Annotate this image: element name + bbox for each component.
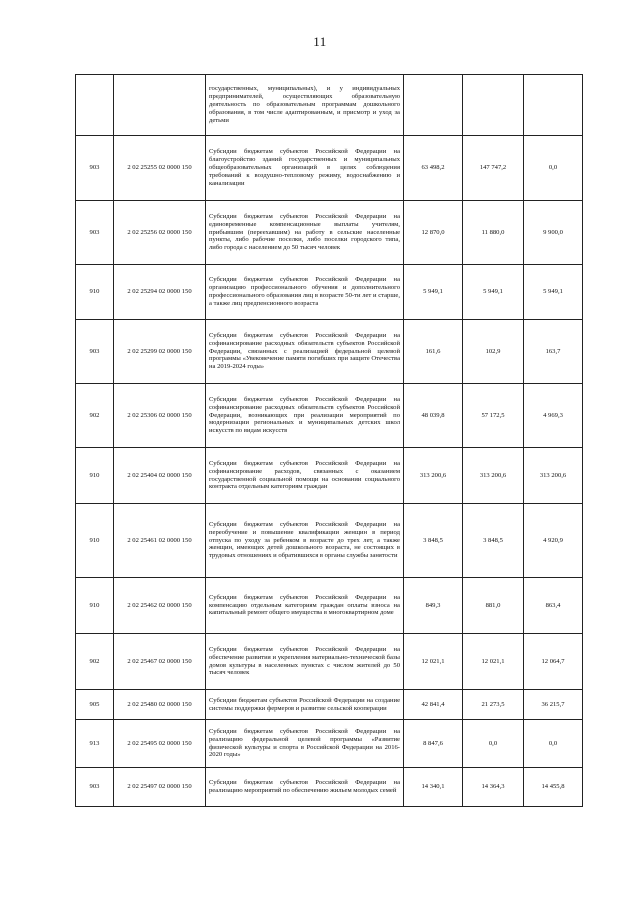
budget-table bbox=[75, 74, 583, 807]
amount-year-1-cell: 849,3 bbox=[404, 578, 463, 634]
amount-year-1-cell: 161,6 bbox=[404, 320, 463, 384]
description-cell: Субсидии бюджетам субъектов Российской Федерации на софинансирование расходных обязательств субъектов Российской Федерации, связанных с реализацией федеральной целевой программы «Увековечение памяти погибших при защите Отечества на 2019-2024 годы» bbox=[206, 320, 404, 384]
table-row bbox=[76, 75, 583, 136]
admin-code-cell: 903 bbox=[76, 201, 114, 265]
amount-year-3-cell: 12 064,7 bbox=[524, 634, 583, 690]
table-row bbox=[76, 320, 583, 384]
description-cell: Субсидии бюджетам субъектов Российской Федерации на создание системы поддержки фермеров и развитие сельской кооперации bbox=[206, 690, 404, 720]
amount-year-2-cell: 313 200,6 bbox=[463, 448, 524, 504]
amount-year-2-cell: 21 273,5 bbox=[463, 690, 524, 720]
description-cell: государственных, муниципальных), и у индивидуальных предпринимателей, осуществляющих образовательную деятельность по образовательным программам дошкольного образования, в том числе адаптированным, и присмотр и уход за детьми bbox=[206, 75, 404, 136]
amount-year-2-cell: 102,9 bbox=[463, 320, 524, 384]
amount-year-3-cell: 863,4 bbox=[524, 578, 583, 634]
budget-code-cell: 2 02 25404 02 0000 150 bbox=[114, 448, 206, 504]
amount-year-1-cell: 8 847,6 bbox=[404, 720, 463, 768]
description-cell: Субсидии бюджетам субъектов Российской Федерации на обеспечение развития и укрепления материально-технической базы домов культуры в населенных пунктах с числом жителей до 50 тысяч человек bbox=[206, 634, 404, 690]
table-row bbox=[76, 690, 583, 720]
admin-code-cell: 910 bbox=[76, 578, 114, 634]
amount-year-2-cell: 0,0 bbox=[463, 720, 524, 768]
amount-year-1-cell: 63 498,2 bbox=[404, 136, 463, 201]
amount-year-1-cell: 42 841,4 bbox=[404, 690, 463, 720]
description-cell: Субсидии бюджетам субъектов Российской Федерации на софинансирование расходных обязательств субъектов Российской Федерации, возникающих при реализации мероприятий по модернизации региональных и муниципальных детских школ искусств по видам искусств bbox=[206, 384, 404, 448]
admin-code-cell: 903 bbox=[76, 320, 114, 384]
description-cell: Субсидии бюджетам субъектов Российской Федерации на переобучение и повышение квалификации женщин в период отпуска по уходу за ребенком в возрасте до трех лет, а также женщин, имеющих детей дошкольного возраста, не состоящих в трудовых отношениях и обратившихся в органы службы занятости bbox=[206, 504, 404, 578]
description-cell: Субсидии бюджетам субъектов Российской Федерации на единовременные компенсационные выплаты учителям, прибывшим (переехавшим) на работу в сельские населенные пункты, либо рабочие поселки, либо поселки городского типа, либо города с населением до 50 тысяч человек bbox=[206, 201, 404, 265]
table-row bbox=[76, 768, 583, 807]
amount-year-1-cell bbox=[404, 75, 463, 136]
amount-year-1-cell: 12 870,0 bbox=[404, 201, 463, 265]
admin-code-cell: 913 bbox=[76, 720, 114, 768]
admin-code-cell: 902 bbox=[76, 384, 114, 448]
amount-year-3-cell: 313 200,6 bbox=[524, 448, 583, 504]
description-cell: Субсидии бюджетам субъектов Российской Федерации на софинансирование расходов, связанных с оказанием государственной социальной помощи на основании социального контракта отдельным категориям граждан bbox=[206, 448, 404, 504]
budget-code-cell bbox=[114, 75, 206, 136]
budget-code-cell: 2 02 25306 02 0000 150 bbox=[114, 384, 206, 448]
amount-year-3-cell: 9 900,0 bbox=[524, 201, 583, 265]
budget-code-cell: 2 02 25461 02 0000 150 bbox=[114, 504, 206, 578]
budget-code-cell: 2 02 25467 02 0000 150 bbox=[114, 634, 206, 690]
table-row bbox=[76, 578, 583, 634]
admin-code-cell bbox=[76, 75, 114, 136]
table-row bbox=[76, 720, 583, 768]
table-body bbox=[76, 75, 583, 807]
table-row bbox=[76, 265, 583, 320]
amount-year-1-cell: 3 848,5 bbox=[404, 504, 463, 578]
amount-year-3-cell: 14 455,8 bbox=[524, 768, 583, 807]
amount-year-2-cell: 881,0 bbox=[463, 578, 524, 634]
amount-year-1-cell: 313 200,6 bbox=[404, 448, 463, 504]
table-row bbox=[76, 201, 583, 265]
admin-code-cell: 903 bbox=[76, 768, 114, 807]
admin-code-cell: 902 bbox=[76, 634, 114, 690]
amount-year-3-cell: 36 215,7 bbox=[524, 690, 583, 720]
amount-year-1-cell: 5 949,1 bbox=[404, 265, 463, 320]
budget-code-cell: 2 02 25256 02 0000 150 bbox=[114, 201, 206, 265]
amount-year-2-cell: 12 021,1 bbox=[463, 634, 524, 690]
table-row bbox=[76, 634, 583, 690]
budget-code-cell: 2 02 25255 02 0000 150 bbox=[114, 136, 206, 201]
table-row bbox=[76, 504, 583, 578]
amount-year-3-cell: 0,0 bbox=[524, 720, 583, 768]
amount-year-1-cell: 12 021,1 bbox=[404, 634, 463, 690]
budget-code-cell: 2 02 25495 02 0000 150 bbox=[114, 720, 206, 768]
amount-year-2-cell: 147 747,2 bbox=[463, 136, 524, 201]
page-number: 11 bbox=[313, 34, 327, 49]
amount-year-2-cell bbox=[463, 75, 524, 136]
amount-year-1-cell: 14 340,1 bbox=[404, 768, 463, 807]
table-row bbox=[76, 384, 583, 448]
budget-code-cell: 2 02 25299 02 0000 150 bbox=[114, 320, 206, 384]
description-cell: Субсидии бюджетам субъектов Российской Федерации на благоустройство зданий государственных и муниципальных общеобразовательных организаций в целях соблюдения требований к воздушно-тепловому режиму, водоснабжению и канализации bbox=[206, 136, 404, 201]
amount-year-3-cell: 0,0 bbox=[524, 136, 583, 201]
admin-code-cell: 910 bbox=[76, 504, 114, 578]
description-cell: Субсидии бюджетам субъектов Российской Федерации на компенсацию отдельным категориям граждан оплаты взноса на капитальный ремонт общего имущества в многоквартирном доме bbox=[206, 578, 404, 634]
amount-year-3-cell: 163,7 bbox=[524, 320, 583, 384]
admin-code-cell: 910 bbox=[76, 265, 114, 320]
admin-code-cell: 910 bbox=[76, 448, 114, 504]
admin-code-cell: 905 bbox=[76, 690, 114, 720]
amount-year-2-cell: 11 880,0 bbox=[463, 201, 524, 265]
amount-year-2-cell: 14 364,3 bbox=[463, 768, 524, 807]
amount-year-3-cell: 4 969,3 bbox=[524, 384, 583, 448]
budget-code-cell: 2 02 25497 02 0000 150 bbox=[114, 768, 206, 807]
budget-code-cell: 2 02 25294 02 0000 150 bbox=[114, 265, 206, 320]
amount-year-3-cell: 5 949,1 bbox=[524, 265, 583, 320]
amount-year-1-cell: 48 039,8 bbox=[404, 384, 463, 448]
budget-code-cell: 2 02 25480 02 0000 150 bbox=[114, 690, 206, 720]
description-cell: Субсидии бюджетам субъектов Российской Федерации на организацию профессионального обучения и дополнительного профессионального образования лиц в возрасте 50-ти лет и старше, а также лиц предпенсионного возраста bbox=[206, 265, 404, 320]
amount-year-2-cell: 57 172,5 bbox=[463, 384, 524, 448]
amount-year-2-cell: 3 848,5 bbox=[463, 504, 524, 578]
description-cell: Субсидии бюджетам субъектов Российской Федерации на реализацию федеральной целевой программы «Развитие физической культуры и спорта в Российской Федерации на 2016-2020 годы» bbox=[206, 720, 404, 768]
amount-year-2-cell: 5 949,1 bbox=[463, 265, 524, 320]
description-cell: Субсидии бюджетам субъектов Российской Федерации на реализацию мероприятий по обеспечению жильем молодых семей bbox=[206, 768, 404, 807]
amount-year-3-cell: 4 920,9 bbox=[524, 504, 583, 578]
admin-code-cell: 903 bbox=[76, 136, 114, 201]
budget-code-cell: 2 02 25462 02 0000 150 bbox=[114, 578, 206, 634]
table-row bbox=[76, 448, 583, 504]
amount-year-3-cell bbox=[524, 75, 583, 136]
table-row bbox=[76, 136, 583, 201]
